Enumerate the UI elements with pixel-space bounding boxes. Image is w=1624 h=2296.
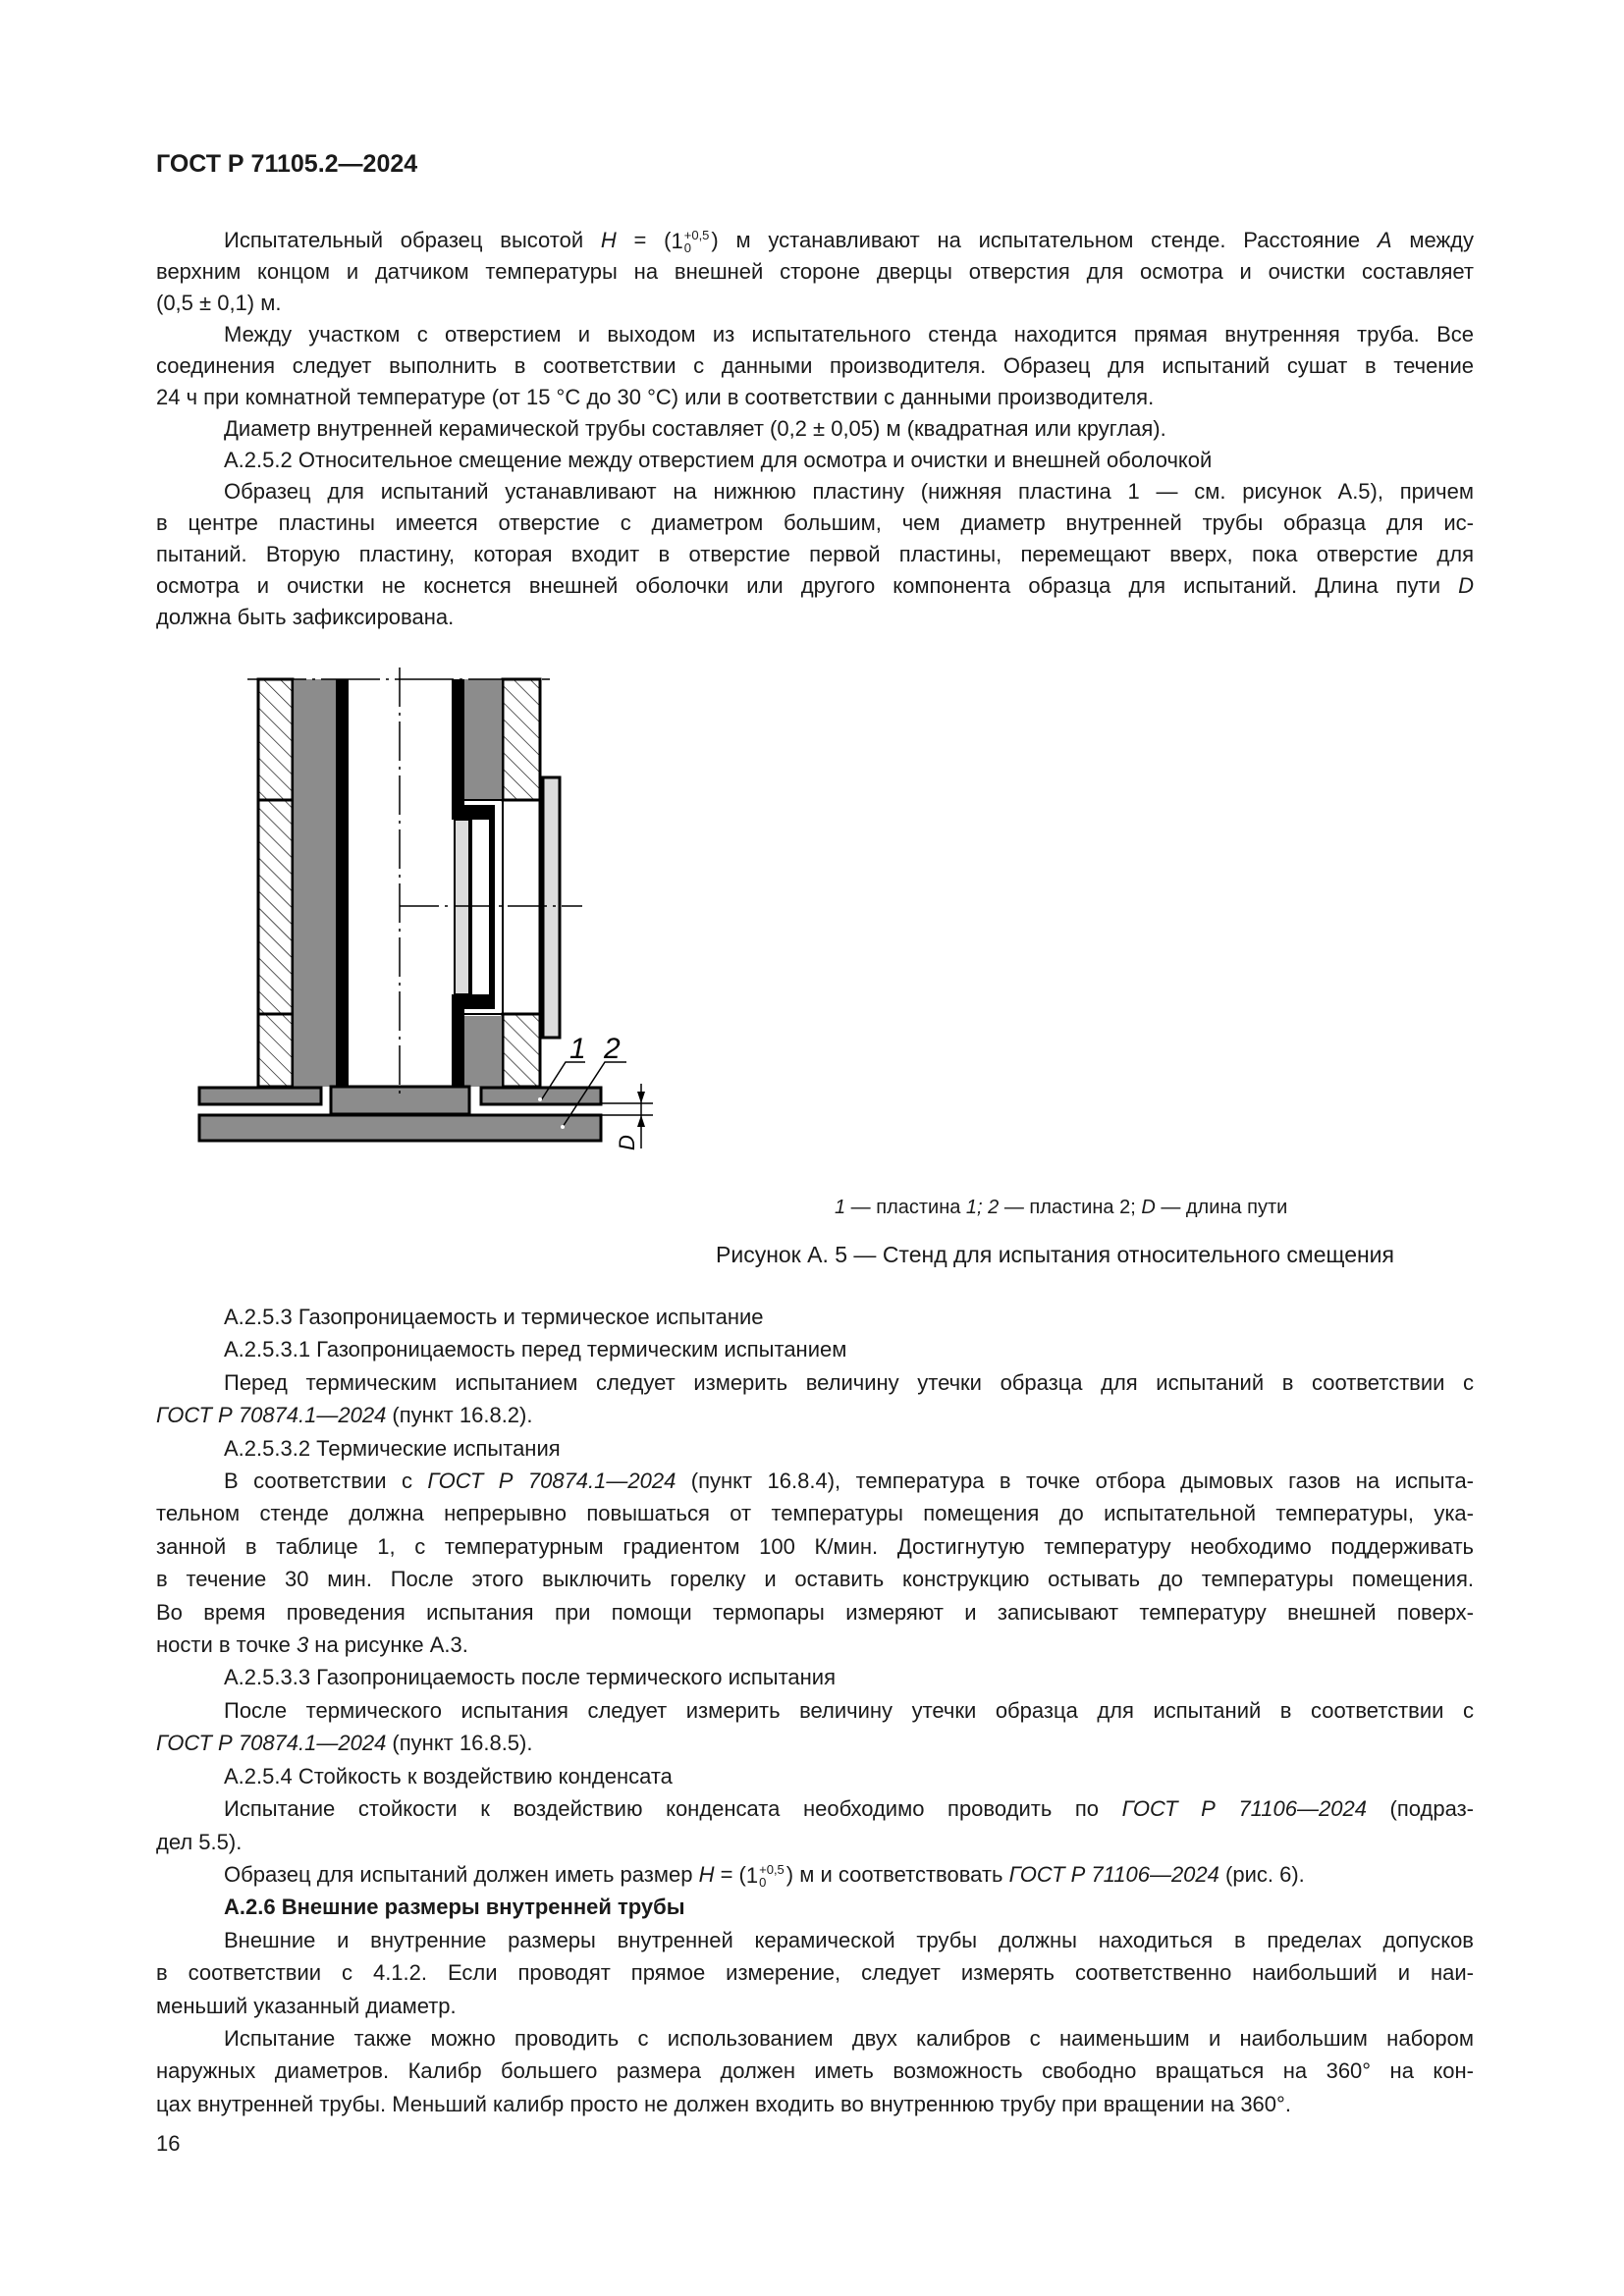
paragraph: [156, 1694, 1474, 1760]
text-run: После термического испытания следует измерить величину утечки образца для испытаний в соответствии с: [224, 1697, 1474, 1723]
text-line: [156, 288, 1474, 319]
paragraph: [156, 1333, 1474, 1365]
text-run: наружных диаметров. Калибр большего размера должен иметь возможность свободно вращаться на 360° на кон-: [156, 2058, 1474, 2084]
text-run: Образец для испытаний устанавливают на нижнюю пластину (нижняя пластина 1 — см. рисунок А.5), причем: [224, 479, 1474, 504]
text-line: [156, 570, 1474, 602]
text-run: цах внутренней трубы. Меньший калибр просто не должен входить во внутреннюю трубу при вращении на 360°.: [156, 2091, 1291, 2116]
paragraph: [156, 1465, 1474, 1661]
text-line: [156, 1858, 1474, 1891]
figure-a5-test-stand: [187, 658, 677, 1168]
text-run: на рисунке А.3.: [308, 1632, 468, 1658]
text-run: верхним концом и датчиком температуры на внешней стороне дверцы отверстия для осмотра и очистки составляет: [156, 259, 1474, 284]
text-run: занной в таблице 1, с температурным градиентом 100 К/мин. Достигнутую температуру необходимо поддерживать: [156, 1533, 1474, 1559]
text-run: Испытание стойкости к воздействию конденсата необходимо проводить по: [224, 1796, 1122, 1822]
label-path-d: D: [615, 1135, 639, 1150]
text-line: [156, 1563, 1474, 1595]
text-line: [156, 445, 1474, 476]
paragraph: [156, 1661, 1474, 1693]
text-line: [156, 2088, 1474, 2120]
paragraph: [156, 413, 1474, 445]
inspection-window: [455, 820, 469, 994]
paragraph: [156, 2022, 1474, 2120]
text-line: [156, 1366, 1474, 1399]
text-run: ГОСТ Р 71106—2024: [1008, 1861, 1219, 1887]
text-run: (0,5 ± 0,1) м.: [156, 291, 282, 315]
text-line: [156, 1399, 1474, 1431]
text-run: дел 5.5).: [156, 1829, 243, 1854]
text-line: [156, 1661, 1474, 1693]
text-line: [156, 1826, 1474, 1858]
text-run: = (: [616, 228, 672, 252]
text-line: [156, 1465, 1474, 1497]
formula-lower-tolerance: 0: [683, 240, 691, 256]
text-run: (пункт 16.8.2).: [386, 1403, 533, 1428]
text-line: [156, 1792, 1474, 1825]
text-run: А.2.5.3.2 Термические испытания: [224, 1435, 561, 1461]
text-run: ) м устанавливают на испытательном стенде. Расстояние: [711, 228, 1378, 252]
text-run: ГОСТ Р 70874.1—2024: [427, 1468, 677, 1494]
text-run: А.2.6 Внешние размеры внутренней трубы: [224, 1895, 685, 1920]
left-inner-tube: [336, 679, 349, 1087]
text-run: Образец для испытаний должен иметь размер: [224, 1861, 699, 1887]
text-run: Испытание также можно проводить с использованием двух калибров с наименьшим и наибольшим набором: [224, 2025, 1474, 2051]
text-line: [156, 1497, 1474, 1529]
paragraph: [156, 445, 1474, 476]
text-run: ГОСТ Р 70874.1—2024: [156, 1731, 387, 1756]
text-line: [156, 2055, 1474, 2087]
text-line: [156, 1530, 1474, 1563]
text-line: [156, 1694, 1474, 1727]
text-line: [156, 1301, 1474, 1333]
dimension-arrow-bottom: [637, 1115, 645, 1127]
text-run: 1: [835, 1197, 846, 1218]
text-line: [156, 1596, 1474, 1629]
right-inner-tube-top: [452, 679, 464, 805]
right-insulation-hatch-top: [503, 679, 540, 800]
text-block-before-figure: [156, 225, 1474, 633]
text-run: D: [1458, 573, 1474, 598]
label-plate-2: 2: [604, 1033, 621, 1065]
paragraph: [156, 1924, 1474, 2022]
formula-lower-tolerance: 0: [759, 1875, 767, 1891]
right-outer-shell-top: [464, 679, 502, 799]
text-run: Между участком с отверстием и выходом из испытательного стенда находится прямая внутренняя труба. Все: [224, 322, 1474, 347]
formula-tolerances: [759, 1863, 785, 1889]
paragraph: [156, 1301, 1474, 1333]
paragraph: [156, 1792, 1474, 1858]
paragraph: [156, 225, 1474, 319]
document-header: ГОСТ Р 71105.2—2024: [156, 150, 418, 178]
text-line: [156, 256, 1474, 288]
text-line: [156, 602, 1474, 633]
text-run: Испытательный образец высотой: [224, 228, 601, 252]
text-line: [156, 1432, 1474, 1465]
text-run: А.2.5.3 Газопроницаемость и термическое испытание: [224, 1305, 764, 1329]
text-run: — пластина 2;: [999, 1197, 1142, 1218]
text-run: 24 ч при комнатной температуре (от 15 °C до 30 °C) или в соответствии с данными производителя.: [156, 385, 1155, 409]
text-run: ГОСТ Р 70874.1—2024: [156, 1403, 387, 1428]
text-run: должна быть зафиксирована.: [156, 605, 455, 629]
text-line: [156, 1333, 1474, 1365]
formula-base: 1: [671, 229, 683, 254]
figure-caption: Рисунок А. 5 — Стенд для испытания относительного смещения: [716, 1242, 1394, 1267]
text-line: [156, 539, 1474, 570]
text-run: в центре пластины имеется отверстие с диаметром большим, чем диаметр внутренней трубы образца для ис-: [156, 510, 1474, 535]
text-run: ности в точке: [156, 1632, 297, 1658]
tolerance-formula: [746, 1863, 786, 1889]
left-outer-shell: [295, 679, 336, 1087]
text-run: соединения следует выполнить в соответствии с данными производителя. Образец для испытаний сушат в течение: [156, 353, 1474, 378]
page-number: 16: [156, 2131, 181, 2157]
text-run: A: [1377, 228, 1392, 252]
text-run: тельном стенде должна непрерывно повышаться от температуры помещения до испытательной температуры, ука-: [156, 1501, 1474, 1526]
formula-base: 1: [745, 1863, 759, 1889]
text-run: Во время проведения испытания при помощи термопары измеряют и записывают температуру внешней поверх-: [156, 1599, 1474, 1625]
text-line: [156, 319, 1474, 350]
text-run: А.2.5.3.3 Газопроницаемость после термического испытания: [224, 1665, 836, 1690]
text-run: H: [698, 1861, 715, 1887]
plate-1-left: [199, 1088, 321, 1104]
text-line: [156, 350, 1474, 382]
text-run: А.2.5.3.1 Газопроницаемость перед термическим испытанием: [224, 1337, 847, 1362]
text-run: H: [600, 228, 617, 252]
door-cover: [543, 777, 560, 1038]
text-block-after-figure: [156, 1301, 1474, 2158]
text-run: осмотра и очистки не коснется внешней оболочки или другого компонента образца для испытаний. Длина пути: [156, 573, 1459, 598]
formula-upper-tolerance: +0,5: [683, 228, 710, 243]
text-line: [156, 1760, 1474, 1792]
text-run: (рис. 6).: [1218, 1861, 1305, 1887]
text-line: [156, 1956, 1474, 1989]
plate-2: [199, 1115, 601, 1141]
text-run: ) м и соответствовать: [785, 1861, 1009, 1887]
paragraph: [156, 1366, 1474, 1432]
text-run: А.2.5.2 Относительное смещение между отверстием для осмотра и очистки и внешней оболочкой: [224, 448, 1213, 472]
text-run: — длина пути: [1155, 1197, 1288, 1218]
right-insulation-hatch-bottom: [503, 1014, 540, 1087]
paragraph: [156, 476, 1474, 633]
text-run: Перед термическим испытанием следует измерить величину утечки образца для испытаний в соответствии с: [224, 1369, 1474, 1395]
text-run: Диаметр внутренней керамической трубы составляет (0,2 ± 0,05) м (квадратная или круглая).: [224, 416, 1166, 441]
text-run: 3: [296, 1632, 309, 1658]
text-line: [156, 413, 1474, 445]
text-run: (пункт 16.8.5).: [386, 1731, 533, 1756]
paragraph: [156, 1858, 1474, 1891]
text-line: [156, 1990, 1474, 2022]
text-line: [156, 225, 1474, 256]
paragraph: [156, 319, 1474, 413]
label-plate-1: 1: [569, 1033, 586, 1065]
formula-tolerances: [684, 229, 710, 254]
text-run: (пункт 16.8.4), температура в точке отбора дымовых газов на испыта-: [676, 1468, 1475, 1494]
figure-legend: [835, 1196, 1287, 1219]
paragraph: [156, 1432, 1474, 1465]
text-run: Внешние и внутренние размеры внутренней керамической трубы должны находиться в пределах допусков: [224, 1927, 1474, 1952]
formula-upper-tolerance: +0,5: [759, 1862, 785, 1878]
text-run: в соответствии с 4.1.2. Если проводят прямое измерение, следует измерять соответственно наибольший и наи-: [156, 1960, 1474, 1986]
left-insulation-hatch: [258, 679, 293, 1087]
tolerance-formula: [672, 229, 712, 254]
text-line: [156, 382, 1474, 413]
inspection-frame-bottom: [452, 994, 495, 1009]
text-run: В соответствии с: [224, 1468, 428, 1494]
text-run: 1; 2: [965, 1197, 1000, 1218]
text-run: пытаний. Вторую пластину, которая входит в отверстие первой пластины, перемещают вверх, пока отверстие для: [156, 542, 1474, 566]
text-run: меньший указанный диаметр.: [156, 1993, 457, 2018]
text-line: [156, 1629, 1474, 1661]
text-run: D: [1141, 1197, 1156, 1218]
text-line: [156, 1891, 1474, 1923]
text-line: [156, 1924, 1474, 1956]
text-run: ГОСТ Р 71106—2024: [1121, 1796, 1367, 1822]
text-run: — пластина: [845, 1197, 966, 1218]
text-line: [156, 476, 1474, 507]
text-run: = (: [714, 1861, 746, 1887]
text-run: между: [1391, 228, 1474, 252]
paragraph: [156, 1760, 1474, 1792]
text-run: в течение 30 мин. После этого выключить горелку и оставить конструкцию остывать до температуры помещения.: [156, 1567, 1474, 1592]
inspection-frame-top: [452, 805, 495, 820]
text-line: [156, 2022, 1474, 2055]
text-run: (подраз-: [1366, 1796, 1475, 1822]
right-outer-shell-bottom: [464, 1016, 502, 1087]
paragraph: [156, 1891, 1474, 1923]
text-run: А.2.5.4 Стойкость к воздействию конденсата: [224, 1763, 673, 1789]
text-line: [156, 1727, 1474, 1759]
dimension-arrow-top: [637, 1092, 645, 1103]
text-line: [156, 507, 1474, 539]
